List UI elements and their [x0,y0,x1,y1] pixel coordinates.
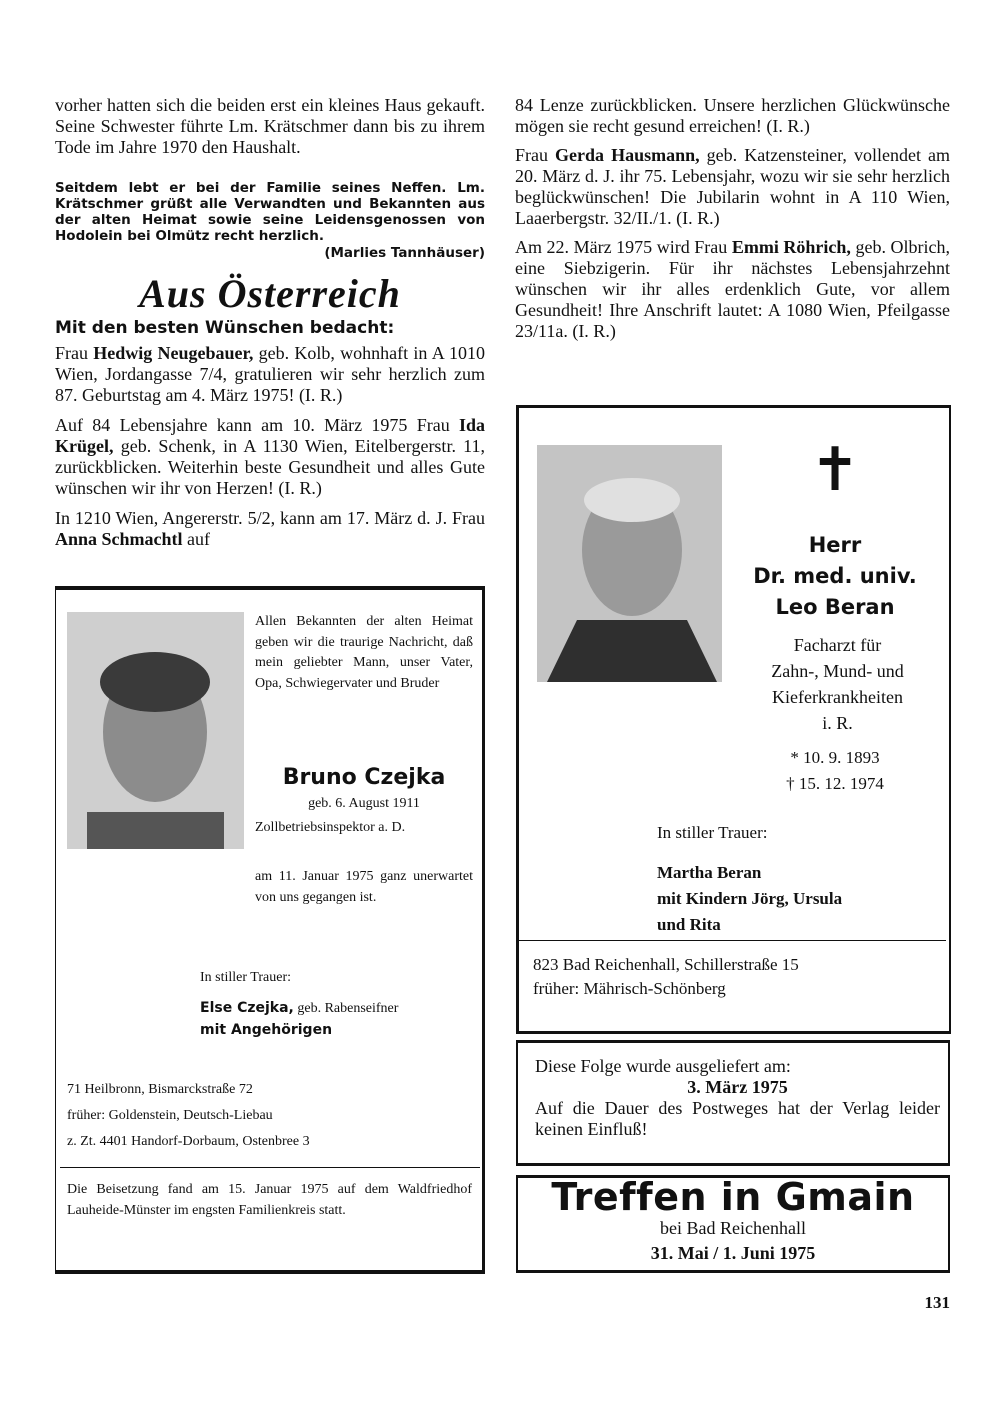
delivery-line: Diese Folge wurde ausgeliefert am: [535,1056,791,1076]
birth-date: geb. 6. August 1911 [308,796,420,811]
address-block [533,953,933,1001]
address-block [67,1077,467,1155]
divider [518,940,946,941]
meeting-date: 31. Mai / 1. Juni 1975 [650,1243,816,1263]
occupation: Zollbetriebsinspektor a. D. [255,820,406,835]
birthday-paragraph: Am 22. März 1975 wird Frau Emmi Röhrich, geb. Olbrich, eine Siebzigerin. Für ihr nächstes Lebensjahrzehnt wünschen wir ihr alles erdenklich Gute, vor allem Gesundheit! Ihre Anschrift lautet: A 1080 Wien, Pfeilgasse 23/11a. (I. R.) [515,237,951,341]
right-column-body [515,95,950,350]
obituary-intro: Allen Bekannten der alten Heimat geben wir die traurige Nachricht, daß mein geliebter Mann, unser Vater, Opa, Schwiegervater und Bruder [255,614,473,691]
birthday-paragraph: Frau Hedwig Neugebauer, geb. Kolb, wohnhaft in A 1010 Wien, Jordangasse 7/4, gratulieren wir sehr herzlich zum 87. Geburtstag am 4. März 1975! (I. R.) [55,343,485,405]
portrait-photo [537,445,722,682]
address-line: früher: Goldenstein, Deutsch-Liebau [67,1108,273,1123]
mourning-label: In stiller Trauer: [657,823,768,842]
delivery-line: Auf die Dauer des Postweges hat der Verlag leider keinen Einfluß! [535,1098,940,1139]
delivery-date: 3. März 1975 [687,1077,788,1097]
birthday-paragraph: Frau Gerda Hausmann, geb. Katzensteiner, vollendet am 20. März d. J. ihr 75. Lebensjahr, wozu wir sie sehr herzlich beglückwünschen! Die Jubilarin wohnt in A 110 Wien, Laaerbergstr. 32/II./1. (I. R.) [515,145,950,228]
meeting-location: bei Bad Reichenhall [660,1218,806,1238]
mourners: Martha Beran mit Kindern Jörg, Ursula und Rita [657,863,843,934]
subheading: Mit den besten Wünschen bedacht: [55,318,395,338]
divider [60,1167,480,1168]
birthday-paragraph: Auf 84 Lebensjahre kann am 10. März 1975 Frau Ida Krügel, geb. Schenk, in A 1130 Wien, Eitelbergerstr. 11, zurückblicken. Weiterhin beste Gesundheit und alles Gute wünschen wir ihr von Herzen! (I. R.) [55,415,485,498]
cross-icon: ✝ [809,437,861,503]
address-line: 71 Heilbronn, Bismarckstraße 72 [67,1082,253,1097]
deceased-name: Herr Dr. med. univ. Leo Beran [753,533,917,619]
mourner-family: mit Angehörigen [200,1022,333,1038]
mourning-label: In stiller Trauer: [200,970,291,985]
intro-paragraph: vorher hatten sich die beiden erst ein kleines Haus gekauft. Seine Schwester führte Lm. Krätschmer dann bis zu ihrem Tode im Jahre 1970 den Haushalt. [55,95,485,157]
delivery-notice [535,1056,940,1140]
life-dates [735,745,935,797]
funeral-notice: Die Beisetzung fand am 15. Januar 1975 auf dem Waldfriedhof Lauheide-Münster im engsten Familienkreis statt. [67,1182,472,1218]
author-signature: (Marlies Tannhäuser) [324,245,485,261]
birthday-paragraph: In 1210 Wien, Angererstr. 5/2, kann am 17. März d. J. Frau Anna Schmachtl auf [55,508,485,549]
deceased-name: Bruno Czejka [282,765,446,790]
page-number: 131 [924,1293,950,1312]
portrait-photo [67,612,244,849]
address-line: früher: Mährisch-Schönberg [533,979,726,998]
birthday-paragraph: 84 Lenze zurückblicken. Unsere herzlichen Glückwünsche mögen sie recht gesund erreichen! (I. R.) [515,95,950,136]
address-line: 823 Bad Reichenhall, Schillerstraße 15 [533,955,799,974]
mourner: Else Czejka, geb. Rabenseifner [200,1000,399,1016]
meeting-title: Treffen in Gmain [551,1175,915,1219]
address-line: z. Zt. 4401 Handorf-Dorbaum, Ostenbree 3 [67,1134,310,1149]
section-heading: Aus Österreich [139,271,401,316]
small-paragraph: Seitdem lebt er bei der Familie seines Neffen. Lm. Krätschmer grüßt alle Verwandten und Bekannten aus der alten Heimat sowie seine Leidensgenossen von Hodolein bei Olmütz recht herzlich. [55,180,485,244]
death-notice: am 11. Januar 1975 ganz unerwartet von uns gegangen ist. [255,869,473,905]
birth-date: * 10. 9. 1893 [790,748,880,767]
death-date: † 15. 12. 1974 [786,774,884,793]
left-column-body [55,343,485,559]
profession: Facharzt für Zahn-, Mund- und Kieferkrankheiten i. R. [771,635,904,733]
